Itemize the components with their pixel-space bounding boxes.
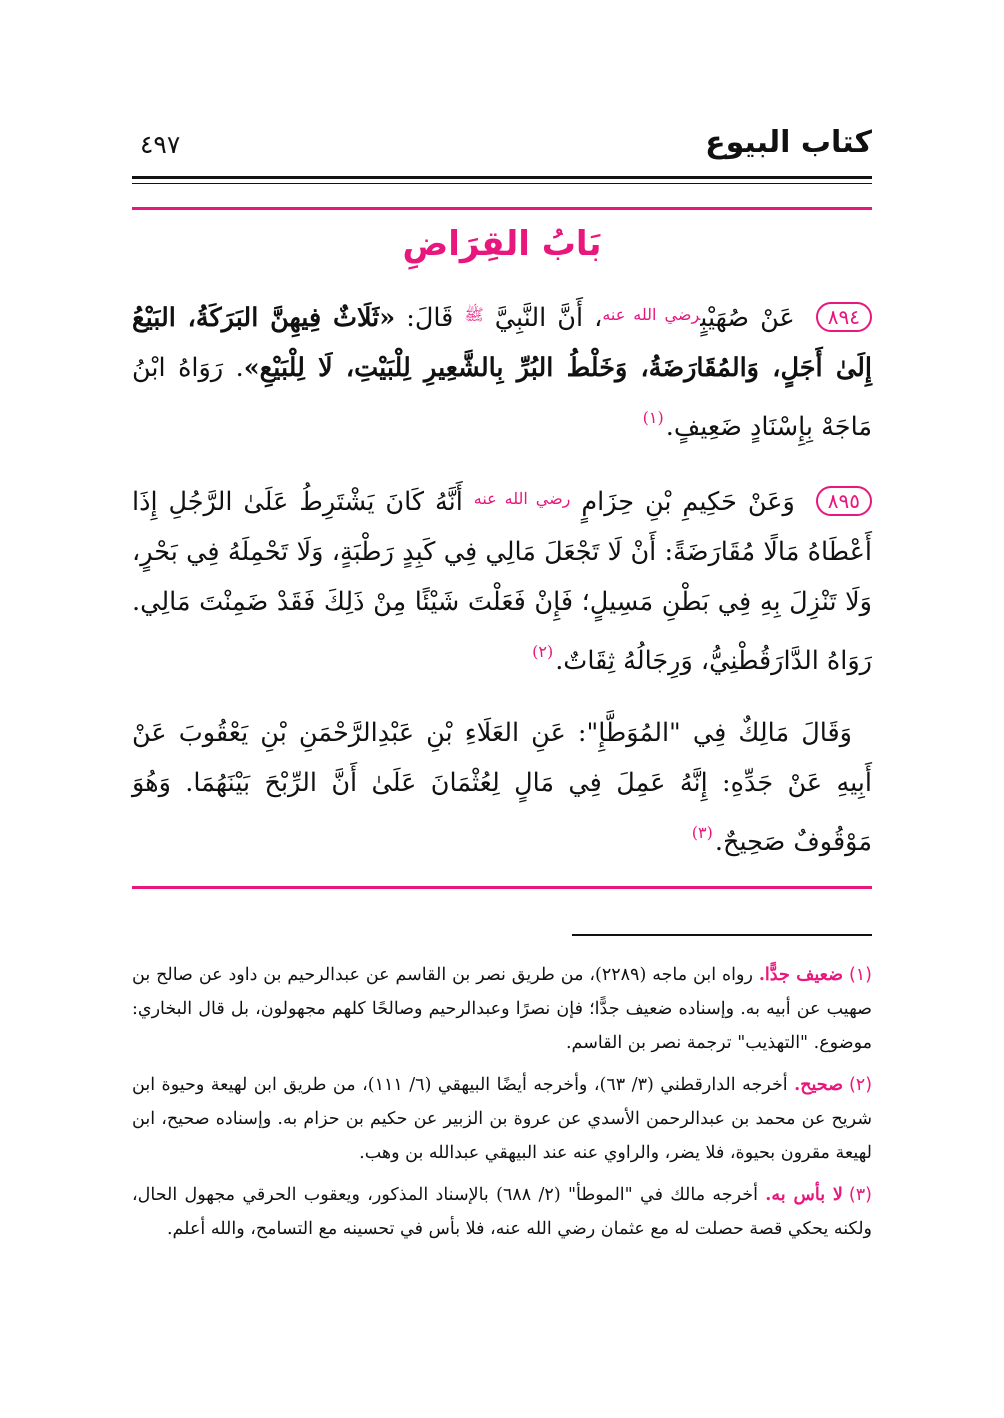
footnote-reference[interactable]: (٢) — [532, 642, 554, 661]
honorific-mark: رضي الله عنه — [473, 489, 571, 508]
footnote-grade: صحيح. — [794, 1075, 843, 1095]
prophet-saying: «ثَلَاثٌ فِيهِنَّ البَرَكَةُ، البَيْعُ إِلَىٰ أَجَلٍ، وَالمُقَارَضَةُ، وَخَلْطُ البُرِّ بِالشَّعِيرِ لِلْبَيْتِ، لَا لِلْبَيْعِ» — [132, 303, 872, 383]
header-rule-thin — [132, 183, 872, 184]
hadith-text: . رَوَاهُ ابْنُ مَاجَهْ بِإِسْنَادٍ ضَعِيفٍ. — [132, 353, 872, 442]
book-title: كتاب البيوع — [705, 125, 872, 160]
footnote-number: (٣) — [848, 1185, 872, 1205]
footnote-text: أخرجه مالك في "الموطأ" (٢/ ٦٨٨) بالإسناد المذكور، ويعقوب الحرقي مجهول الحال، ولكنه يحكي قصة حصلت له مع عثمان رضي الله عنه، فلا بأس في تحسينه مع التسامح، والله أعلم. — [132, 1185, 872, 1239]
header-rule — [132, 176, 872, 179]
chapter-title: بَابُ القِرَاضِ — [402, 224, 602, 264]
hadith-text: أَنَّهُ كَانَ يَشْتَرِطُ عَلَىٰ الرَّجُلِ إِذَا أَعْطَاهُ مَالًا مُقَارَضَةً: أَنْ لَا تَجْعَلَ مَالِي فِي كَبِدٍ رَطْبَةٍ، وَلَا تَحْمِلَهُ فِي بَحْرٍ، وَلَا تَنْزِلَ بِهِ فِي بَطْنِ مَسِيلٍ؛ فَإِنْ فَعَلْتَ شَيْئًا مِنْ ذَلِكَ فَقَدْ ضَمِنْتَ مَالِي. رَوَاهُ الدَّارَقُطْنِيُّ، وَرِجَالُهُ ثِقَاتٌ. — [132, 487, 872, 676]
hadith-895 — [132, 474, 872, 686]
footnote-1 — [132, 958, 872, 1060]
footnote-number: (٢) — [848, 1075, 873, 1095]
footnote-3 — [132, 1178, 872, 1246]
main-text-rule — [132, 886, 872, 889]
hadith-text: عَنْ صُهَيْبٍ — [700, 303, 795, 333]
hadith-text: قَالَ: — [395, 303, 465, 333]
hadith-text: ، أَنَّ النَّبِيَّ — [494, 303, 603, 333]
footnote-number: (١) — [848, 965, 872, 985]
footnote-text: رواه ابن ماجه (٢٢٨٩)، من طريق نصر بن القاسم عن عبدالرحيم بن داود عن صالح بن صهيب عن أبيه به. وإسناده ضعيف جدًّا؛ فإن نصرًا وعبدالرحيم وصالحًا كلهم مجهولون، بل قال البخاري: موضوع. "التهذيب" ترجمة نصر بن القاسم. — [132, 965, 872, 1053]
running-header — [132, 122, 872, 172]
footnote-reference[interactable]: (١) — [642, 408, 664, 427]
footnote-separator — [572, 934, 872, 936]
footnote-text: أخرجه الدارقطني (٣/ ٦٣)، وأخرجه أيضًا البيهقي (٦/ ١١١)، من طريق ابن لهيعة وحيوة ابن شريح عن محمد بن عبدالرحمن الأسدي عن عروة بن الزبير عن حكيم بن حزام به. وإسناده صحيح، ابن لهيعة مقرون بحيوة، فلا يضر، والراوي عنه عند البيهقي عبدالله بن وهب. — [132, 1075, 872, 1163]
honorific-mark: رضي الله عنه — [602, 305, 701, 324]
footnote-reference[interactable]: (٣) — [691, 823, 713, 842]
hadith-text: وَعَنْ حَكِيمِ بْنِ حِزَامٍ — [581, 487, 795, 517]
chapter-rule — [132, 207, 872, 210]
page-number: ٤٩٧ — [140, 130, 181, 159]
mawquf-text: وَقَالَ مَالِكٌ فِي "المُوَطَّإِ": عَنِ العَلَاءِ بْنِ عَبْدِالرَّحْمَنِ بْنِ يَعْقُوبَ عَنْ أَبِيهِ عَنْ جَدِّهِ: إِنَّهُ عَمِلَ فِي مَالٍ لِعُثْمَانَ عَلَىٰ أَنَّ الرِّبْحَ بَيْنَهُمَا. وَهُوَ مَوْقُوفٌ صَحِيحٌ. — [132, 718, 872, 857]
hadith-number-badge: ٨٩٥ — [816, 486, 872, 516]
footnote-2 — [132, 1068, 872, 1170]
mawquf-report — [132, 708, 872, 867]
main-text — [132, 290, 872, 889]
hadith-894 — [132, 290, 872, 452]
footnotes — [132, 958, 872, 1254]
footnote-grade: لا بأس به. — [765, 1185, 843, 1205]
salawat-mark: ﷺ — [464, 305, 484, 324]
hadith-number-badge: ٨٩٤ — [816, 302, 872, 332]
footnote-grade: ضعيف جدًّا. — [758, 965, 843, 985]
